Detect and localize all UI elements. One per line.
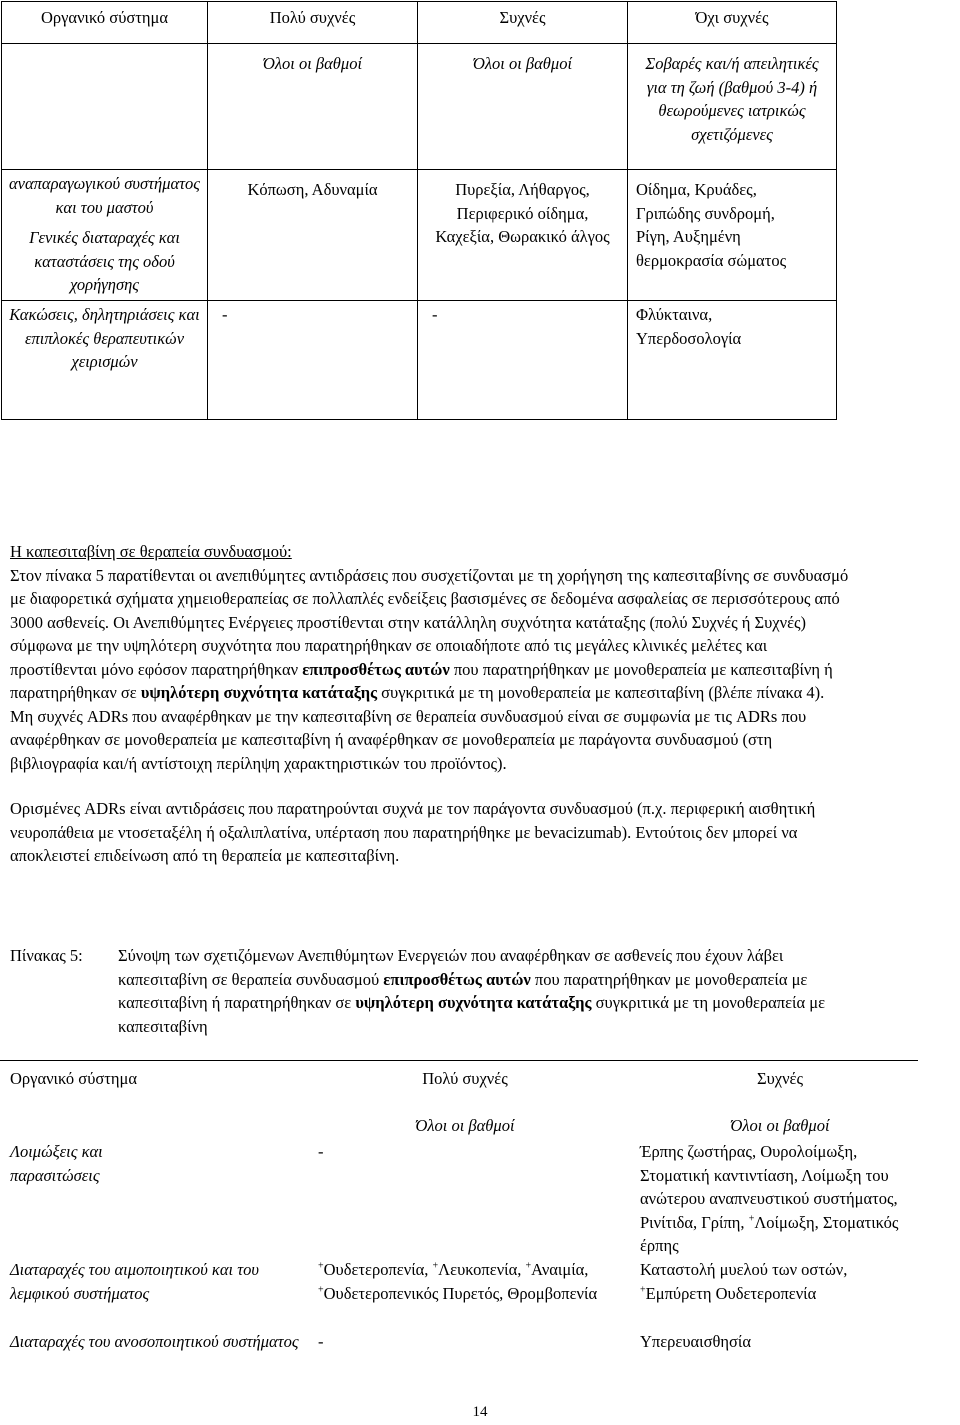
general-common: Πυρεξία, Λήθαργος, Περιφερικό οίδημα, Καχεξία, Θωρακικό άλγος	[418, 170, 628, 301]
organ-injury-poisoning: Κακώσεις, δηλητηριάσεις και επιπλοκές θεραπευτικών χειρισμών	[2, 301, 208, 420]
t2-organ-infections: Λοιμώξεις και παρασιτώσεις	[10, 1142, 103, 1185]
general-uncommon: Οίδημα, Κρυάδες, Γριπώδης συνδρομή, Ρίγη, Αυξημένη θερμοκρασία σώματος	[628, 170, 837, 301]
injury-uncommon: Φλύκταινα, Υπερδοσολογία	[628, 301, 837, 420]
caption-text: Σύνοψη των σχετιζόμενων Ανεπιθύμητων Ενεργειών που αναφέρθηκαν σε ασθενείς που έχουν λάβει καπεσιταβίνη σε θεραπεία συνδυασμού επιπροσθέτως αυτών που παρατηρήθηκαν με μονοθεραπεία με καπεσιταβίνη ή παρατηρήθηκαν σε υψηλότερη συχνότητα κατάταξης συγκριτικά με τη μονοθεραπεία με καπεσιταβίνη	[118, 946, 826, 1036]
header-organ-system: Οργανικό σύστημα	[2, 2, 208, 44]
t2-infections-very-common: -	[318, 1142, 324, 1161]
t2-header-common: Συχνές	[756, 1069, 804, 1088]
general-very-common: Κόπωση, Αδυναμία	[208, 170, 418, 301]
subheader-common: Όλοι οι βαθμοί	[418, 44, 628, 170]
adverse-reactions-table-5	[0, 1060, 960, 1390]
t2-organ-immune: Διαταραχές του ανοσοποιητικού συστήματος	[10, 1332, 299, 1351]
subheader-very-common: Όλοι οι βαθμοί	[208, 44, 418, 170]
adverse-reactions-table-4	[1, 1, 837, 420]
header-common: Συχνές	[418, 2, 628, 44]
t2-blood-common: Καταστολή μυελού των οστών, +Εμπύρετη Ουδετεροπενία	[640, 1260, 848, 1303]
t2-header-very-common: Πολύ συχνές	[422, 1069, 508, 1088]
caption-label: Πίνακας 5:	[10, 946, 83, 965]
t2-header-organ: Οργανικό σύστημα	[10, 1069, 138, 1088]
t2-immune-common: Υπερευαισθησία	[640, 1332, 751, 1351]
t2-immune-very-common: -	[318, 1332, 324, 1351]
header-very-common: Πολύ συχνές	[208, 2, 418, 44]
t2-subheader-very-common: Όλοι οι βαθμοί	[415, 1116, 515, 1135]
organ-general-disorders: Γενικές διαταραχές και καταστάσεις της οδού χορήγησης	[2, 170, 208, 301]
t2-infections-common: Έρπης ζωστήρας, Ουρολοίμωξη, Στοματική καντιντίαση, Λοίμωξη του ανώτερου αναπνευστικού συστήματος, Ρινίτιδα, Γρίπη, +Λοίμωξη, Στοματικός έρπης	[640, 1142, 899, 1255]
combination-paragraph-1: Στον πίνακα 5 παρατίθενται οι ανεπιθύμητες αντιδράσεις που συσχετίζονται με τη χορήγηση της καπεσιταβίνης σε συνδυασμό με διαφορετικά σχήματα χημειοθεραπείας σε πολλαπλές ενδείξεις βασισμένες σε δεδομένα ασφαλείας σε περισσότερους από 3000 ασθενείς. Οι Ανεπιθύμητες Ενέργειες προστίθενται στην κατάλληλη συχνότητα κατάταξης (πολύ Συχνές ή Συχνές) σύμφωνα με την υψηλότερη συχνότητα που παρατηρήθηκαν σε οποιαδήποτε από τις μεγάλες κλινικές μελέτες και προστίθενται μόνο εφόσον παρατηρήθηκαν επιπροσθέτως αυτών που παρατηρήθηκαν με μονοθεραπεία με καπεσιταβίνη ή παρατηρήθηκαν σε υψηλότερη συχνότητα κατάταξης συγκριτικά με τη μονοθεραπεία με καπεσιταβίνη (βλέπε πίνακα 4). Μη συχνές ADRs που αναφέρθηκαν με την καπεσιταβίνη σε θεραπεία συνδυασμού είναι σε συμφωνία με τις ADRs που αναφέρθηκαν σε μονοθεραπεία με καπεσιταβίνη ή αναφέρθηκαν σε μονοθεραπεία με παράγοντα συνδυασμού (στη βιβλιογραφία και/ή αντίστοιχη περίληψη χαρακτηριστικών του προϊόντος).	[10, 565, 849, 773]
page-number: 14	[472, 1404, 488, 1420]
injury-common: -	[418, 301, 628, 420]
subheader-uncommon: Σοβαρές και/ή απειλητικές για τη ζωή (βαθμού 3-4) ή θεωρούμενες ιατρικώς σχετιζόμενες	[628, 44, 837, 170]
header-uncommon: Όχι συχνές	[628, 2, 837, 44]
table-top-rule	[0, 1060, 918, 1061]
combination-paragraph-2: Ορισμένες ADRs είναι αντιδράσεις που παρατηρούνται συχνά με τον παράγοντα συνδυασμού (π.χ. περιφερική αισθητική νευροπάθεια με ντοσεταξέλη ή οξαλιπλατίνα, υπέρταση που παρατηρήθηκε με bevacizumab). Εντούτοις δεν μπορεί να αποκλειστεί επιδείνωση από τη θεραπεία με καπεσιταβίνη.	[10, 799, 816, 865]
t2-blood-very-common: +Ουδετεροπενία, +Λευκοπενία, +Αναιμία, +Ουδετεροπενικός Πυρετός, Θρομβοπενία	[318, 1260, 598, 1303]
organ-reproductive-label: αναπαραγωγικού συστήματος και του μαστού	[9, 174, 200, 217]
t2-organ-blood: Διαταραχές του αιμοποιητικού και του λεμφικού συστήματος	[10, 1260, 259, 1303]
t2-subheader-common: Όλοι οι βαθμοί	[730, 1116, 830, 1135]
organ-cell-reproductive	[2, 44, 208, 217]
injury-very-common: -	[208, 301, 418, 420]
combination-heading: Η καπεσιταβίνη σε θεραπεία συνδυασμού:	[10, 542, 292, 561]
combination-therapy-section	[10, 540, 850, 868]
